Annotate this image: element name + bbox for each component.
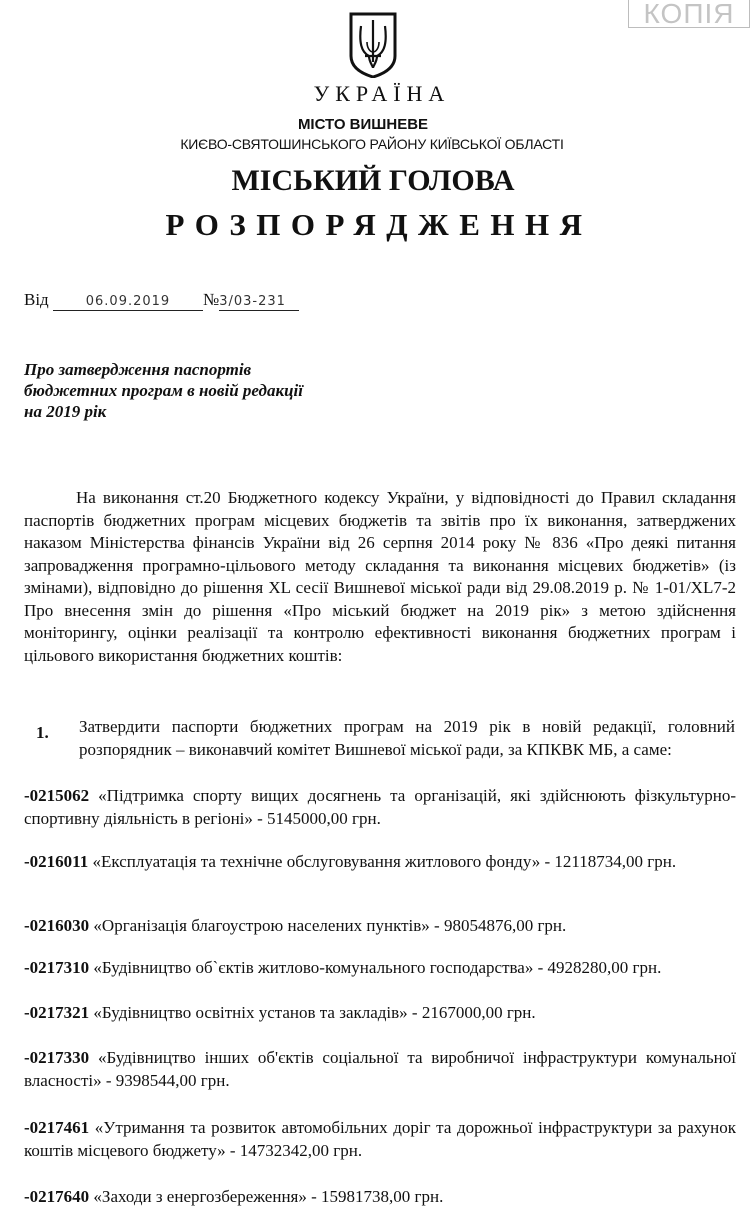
program-code: -0215062 (24, 786, 90, 805)
program-text: «Будівництво інших об'єктів соціальної та виробничої інфраструктури комунальної власності» - 9398544,00 грн. (24, 1048, 737, 1090)
dateline (24, 290, 299, 311)
program-code: -0216011 (24, 852, 89, 871)
program-text: «Утримання та розвиток автомобільних доріг та дорожньої інфраструктури за рахунок коштів місцевого бюджету» - 14732342,00 грн. (24, 1118, 736, 1160)
program-text: «Будівництво об`єктів житлово-комунального господарства» - 4928280,00 грн. (93, 958, 662, 977)
trident-coat-of-arms-icon (347, 12, 399, 78)
program-entry (24, 956, 736, 979)
program-text: «Підтримка спорту вищих досягнень та організацій, які здійснюють фізкультурно-спортивну діяльність в регіоні» - 5145000,00 грн. (24, 786, 736, 828)
program-text: «Експлуатація та технічне обслуговування житлового фонду» - 12118734,00 грн. (92, 852, 677, 871)
city-name: МІСТО ВИШНЕВЕ (297, 116, 429, 133)
program-code: -0217330 (24, 1048, 90, 1067)
program-entry (24, 1116, 736, 1162)
program-code: -0217461 (24, 1118, 90, 1137)
program-text: «Будівництво освітніх установ та закладів» - 2167000,00 грн. (93, 1003, 536, 1022)
program-entry (24, 1185, 736, 1208)
country-name: УКРАЇНА (313, 81, 451, 106)
program-code: -0217640 (24, 1187, 90, 1206)
preamble-paragraph (24, 487, 736, 667)
mayor-title: МІСЬКИЙ ГОЛОВА (231, 164, 515, 197)
program-entry (24, 784, 736, 830)
program-entry (24, 1046, 736, 1092)
program-code: -0217310 (24, 958, 90, 977)
date-from-label: Від (24, 290, 49, 309)
item-number: 1. (36, 723, 49, 742)
item-text: Затвердити паспорти бюджетних програм на 2019 рік в новій редакції, головний розпорядник – виконавчий комітет Вишневої міської ради, за КПКВК МБ, а саме: (79, 717, 735, 759)
program-entry (24, 1001, 736, 1024)
program-entry (24, 914, 736, 937)
document-type: РОЗПОРЯДЖЕННЯ (165, 207, 593, 242)
number-field (219, 292, 299, 311)
copy-stamp: КОПІЯ (628, 0, 750, 28)
number-label: № (202, 290, 220, 309)
date-value: 06.09.2019 (85, 294, 171, 309)
program-code: -0216030 (24, 916, 90, 935)
program-text: «Заходи з енергозбереження» - 15981738,00 грн. (93, 1187, 444, 1206)
preamble-text: На виконання ст.20 Бюджетного кодексу України, у відповідності до Правил складання паспортів бюджетних програм місцевих бюджетів та звітів про їх виконання, затверджених наказом Міністерства фінансів України від 26 серпня 2014 року № 836 «Про деякі питання запровадження програмно-цільового методу складання та виконання місцевих бюджетів» (із змінами), відповідно до рішення XL сесії Вишневої міської ради від 29.08.2019 р. № 1-01/XL7-2 Про внесення змін до рішення «Про міський бюджет на 2019 рік» з метою здійснення моніторингу, оцінки реалізації та контролю ефективності виконання бюджетних програм і цільового використання бюджетних коштів: (24, 488, 736, 665)
program-entry (24, 850, 736, 873)
number-value: 3/03-231 (219, 294, 286, 309)
district-name: КИЄВО-СВЯТОШИНСЬКОГО РАЙОНУ КИЇВСЬКОЇ ОБЛАСТІ (180, 136, 564, 152)
program-code: -0217321 (24, 1003, 90, 1022)
subject-heading: Про затвердження паспортів бюджетних програм в новій редакції на 2019 рік (24, 360, 303, 421)
date-field (53, 292, 203, 311)
program-text: «Організація благоустрою населених пунктів» - 98054876,00 грн. (93, 916, 567, 935)
